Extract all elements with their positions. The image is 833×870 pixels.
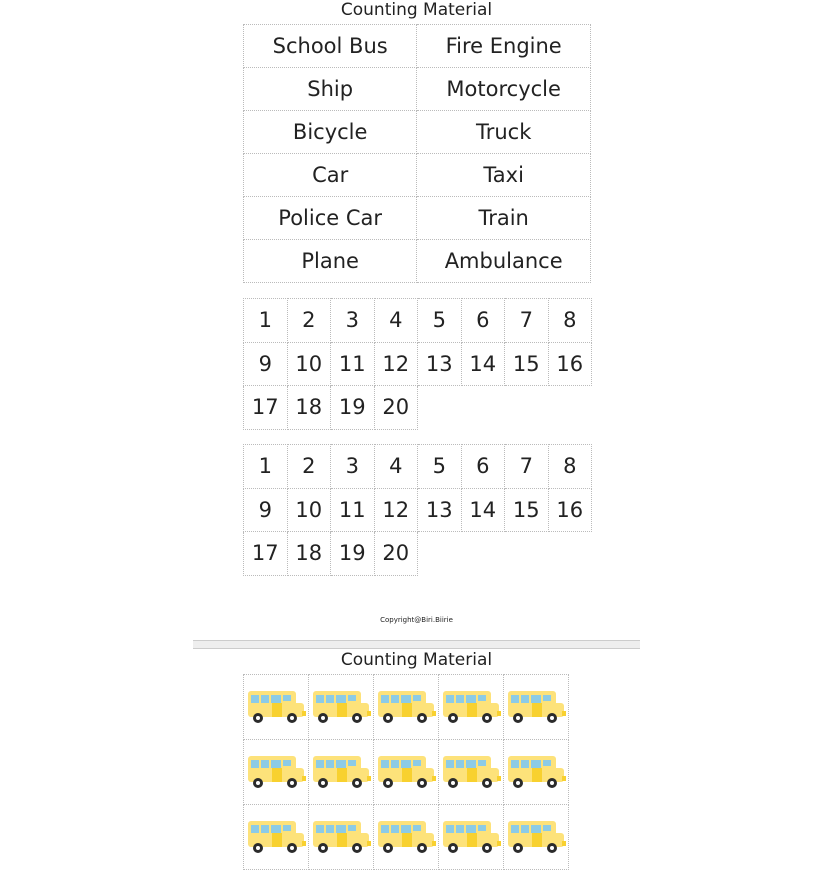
number-cell: 1 xyxy=(244,299,288,343)
bus-cards-table xyxy=(243,674,569,870)
number-cell: 4 xyxy=(374,299,418,343)
vehicle-name-cell: School Bus xyxy=(244,25,417,68)
vehicle-names-table xyxy=(243,24,591,283)
vehicle-name-cell: Ambulance xyxy=(417,240,591,283)
number-cell: 8 xyxy=(548,445,592,489)
number-cell: 8 xyxy=(548,299,592,343)
bus-card xyxy=(309,675,374,740)
bus-card xyxy=(244,675,309,740)
table-row xyxy=(244,240,591,283)
number-cell: 16 xyxy=(548,488,592,532)
number-cell: 13 xyxy=(418,488,462,532)
school-bus-icon xyxy=(311,817,371,857)
number-cell: 3 xyxy=(331,299,375,343)
table-row xyxy=(244,740,569,805)
bus-card xyxy=(309,805,374,870)
bus-card xyxy=(244,805,309,870)
number-cell: 17 xyxy=(244,386,288,430)
bus-card xyxy=(504,740,569,805)
number-cell: 14 xyxy=(461,342,505,386)
bus-card xyxy=(504,805,569,870)
number-cell: 3 xyxy=(331,445,375,489)
number-cell: 20 xyxy=(374,386,418,430)
table-row xyxy=(244,68,591,111)
table-row xyxy=(244,111,591,154)
bus-card xyxy=(439,740,504,805)
vehicle-name-cell: Truck xyxy=(417,111,591,154)
number-cell: 17 xyxy=(244,532,288,576)
school-bus-icon xyxy=(376,752,436,792)
school-bus-icon xyxy=(441,817,501,857)
empty-cell xyxy=(548,386,592,430)
number-cell: 6 xyxy=(461,445,505,489)
bus-card xyxy=(309,740,374,805)
table-row xyxy=(244,197,591,240)
vehicle-name-cell: Ship xyxy=(244,68,417,111)
number-cell: 6 xyxy=(461,299,505,343)
number-cell: 7 xyxy=(505,445,549,489)
school-bus-icon xyxy=(506,752,566,792)
bus-card xyxy=(374,805,439,870)
number-cell: 18 xyxy=(287,532,331,576)
number-cell: 5 xyxy=(418,299,462,343)
number-cell: 2 xyxy=(287,445,331,489)
number-cell: 14 xyxy=(461,488,505,532)
empty-cell xyxy=(461,532,505,576)
empty-cell xyxy=(418,386,462,430)
number-cell: 19 xyxy=(331,532,375,576)
school-bus-icon xyxy=(246,687,306,727)
table-row xyxy=(244,805,569,870)
page-title: Counting Material xyxy=(340,0,493,20)
number-cell: 10 xyxy=(287,488,331,532)
number-cell: 5 xyxy=(418,445,462,489)
school-bus-icon xyxy=(376,817,436,857)
table-row xyxy=(244,342,592,386)
table-row xyxy=(244,299,592,343)
vehicle-name-cell: Police Car xyxy=(244,197,417,240)
vehicle-name-cell: Car xyxy=(244,154,417,197)
empty-cell xyxy=(505,386,549,430)
number-cards-table-1 xyxy=(243,298,592,430)
school-bus-icon xyxy=(376,687,436,727)
school-bus-icon xyxy=(246,752,306,792)
number-cell: 10 xyxy=(287,342,331,386)
bus-card xyxy=(244,740,309,805)
number-cell: 1 xyxy=(244,445,288,489)
number-cards-table-2 xyxy=(243,444,592,576)
number-cell: 2 xyxy=(287,299,331,343)
number-cell: 11 xyxy=(331,342,375,386)
number-cell: 16 xyxy=(548,342,592,386)
number-cell: 13 xyxy=(418,342,462,386)
bus-card xyxy=(504,675,569,740)
vehicle-name-cell: Taxi xyxy=(417,154,591,197)
number-cell: 19 xyxy=(331,386,375,430)
vehicle-name-cell: Train xyxy=(417,197,591,240)
bus-card xyxy=(439,805,504,870)
number-cell: 11 xyxy=(331,488,375,532)
table-row xyxy=(244,25,591,68)
empty-cell xyxy=(548,532,592,576)
school-bus-icon xyxy=(506,687,566,727)
empty-cell xyxy=(461,386,505,430)
vehicle-name-cell: Bicycle xyxy=(244,111,417,154)
number-cell: 15 xyxy=(505,342,549,386)
school-bus-icon xyxy=(246,817,306,857)
school-bus-icon xyxy=(506,817,566,857)
vehicle-name-cell: Motorcycle xyxy=(417,68,591,111)
number-cell: 20 xyxy=(374,532,418,576)
table-row xyxy=(244,445,592,489)
school-bus-icon xyxy=(311,687,371,727)
school-bus-icon xyxy=(311,752,371,792)
table-row xyxy=(244,675,569,740)
table-row xyxy=(244,488,592,532)
number-cell: 7 xyxy=(505,299,549,343)
number-cell: 9 xyxy=(244,488,288,532)
number-cell: 12 xyxy=(374,488,418,532)
copyright-text: Copyright@Biri.Biirie xyxy=(380,616,453,624)
school-bus-icon xyxy=(441,752,501,792)
empty-cell xyxy=(418,532,462,576)
number-cell: 4 xyxy=(374,445,418,489)
vehicle-name-cell: Fire Engine xyxy=(417,25,591,68)
school-bus-icon xyxy=(441,687,501,727)
vehicle-name-cell: Plane xyxy=(244,240,417,283)
empty-cell xyxy=(505,532,549,576)
page-separator xyxy=(193,640,640,649)
number-cell: 15 xyxy=(505,488,549,532)
bus-card xyxy=(374,740,439,805)
table-row xyxy=(244,386,592,430)
number-cell: 12 xyxy=(374,342,418,386)
number-cell: 18 xyxy=(287,386,331,430)
table-row xyxy=(244,154,591,197)
table-row xyxy=(244,532,592,576)
page-title-2: Counting Material xyxy=(340,650,493,670)
bus-card xyxy=(439,675,504,740)
number-cell: 9 xyxy=(244,342,288,386)
bus-card xyxy=(374,675,439,740)
